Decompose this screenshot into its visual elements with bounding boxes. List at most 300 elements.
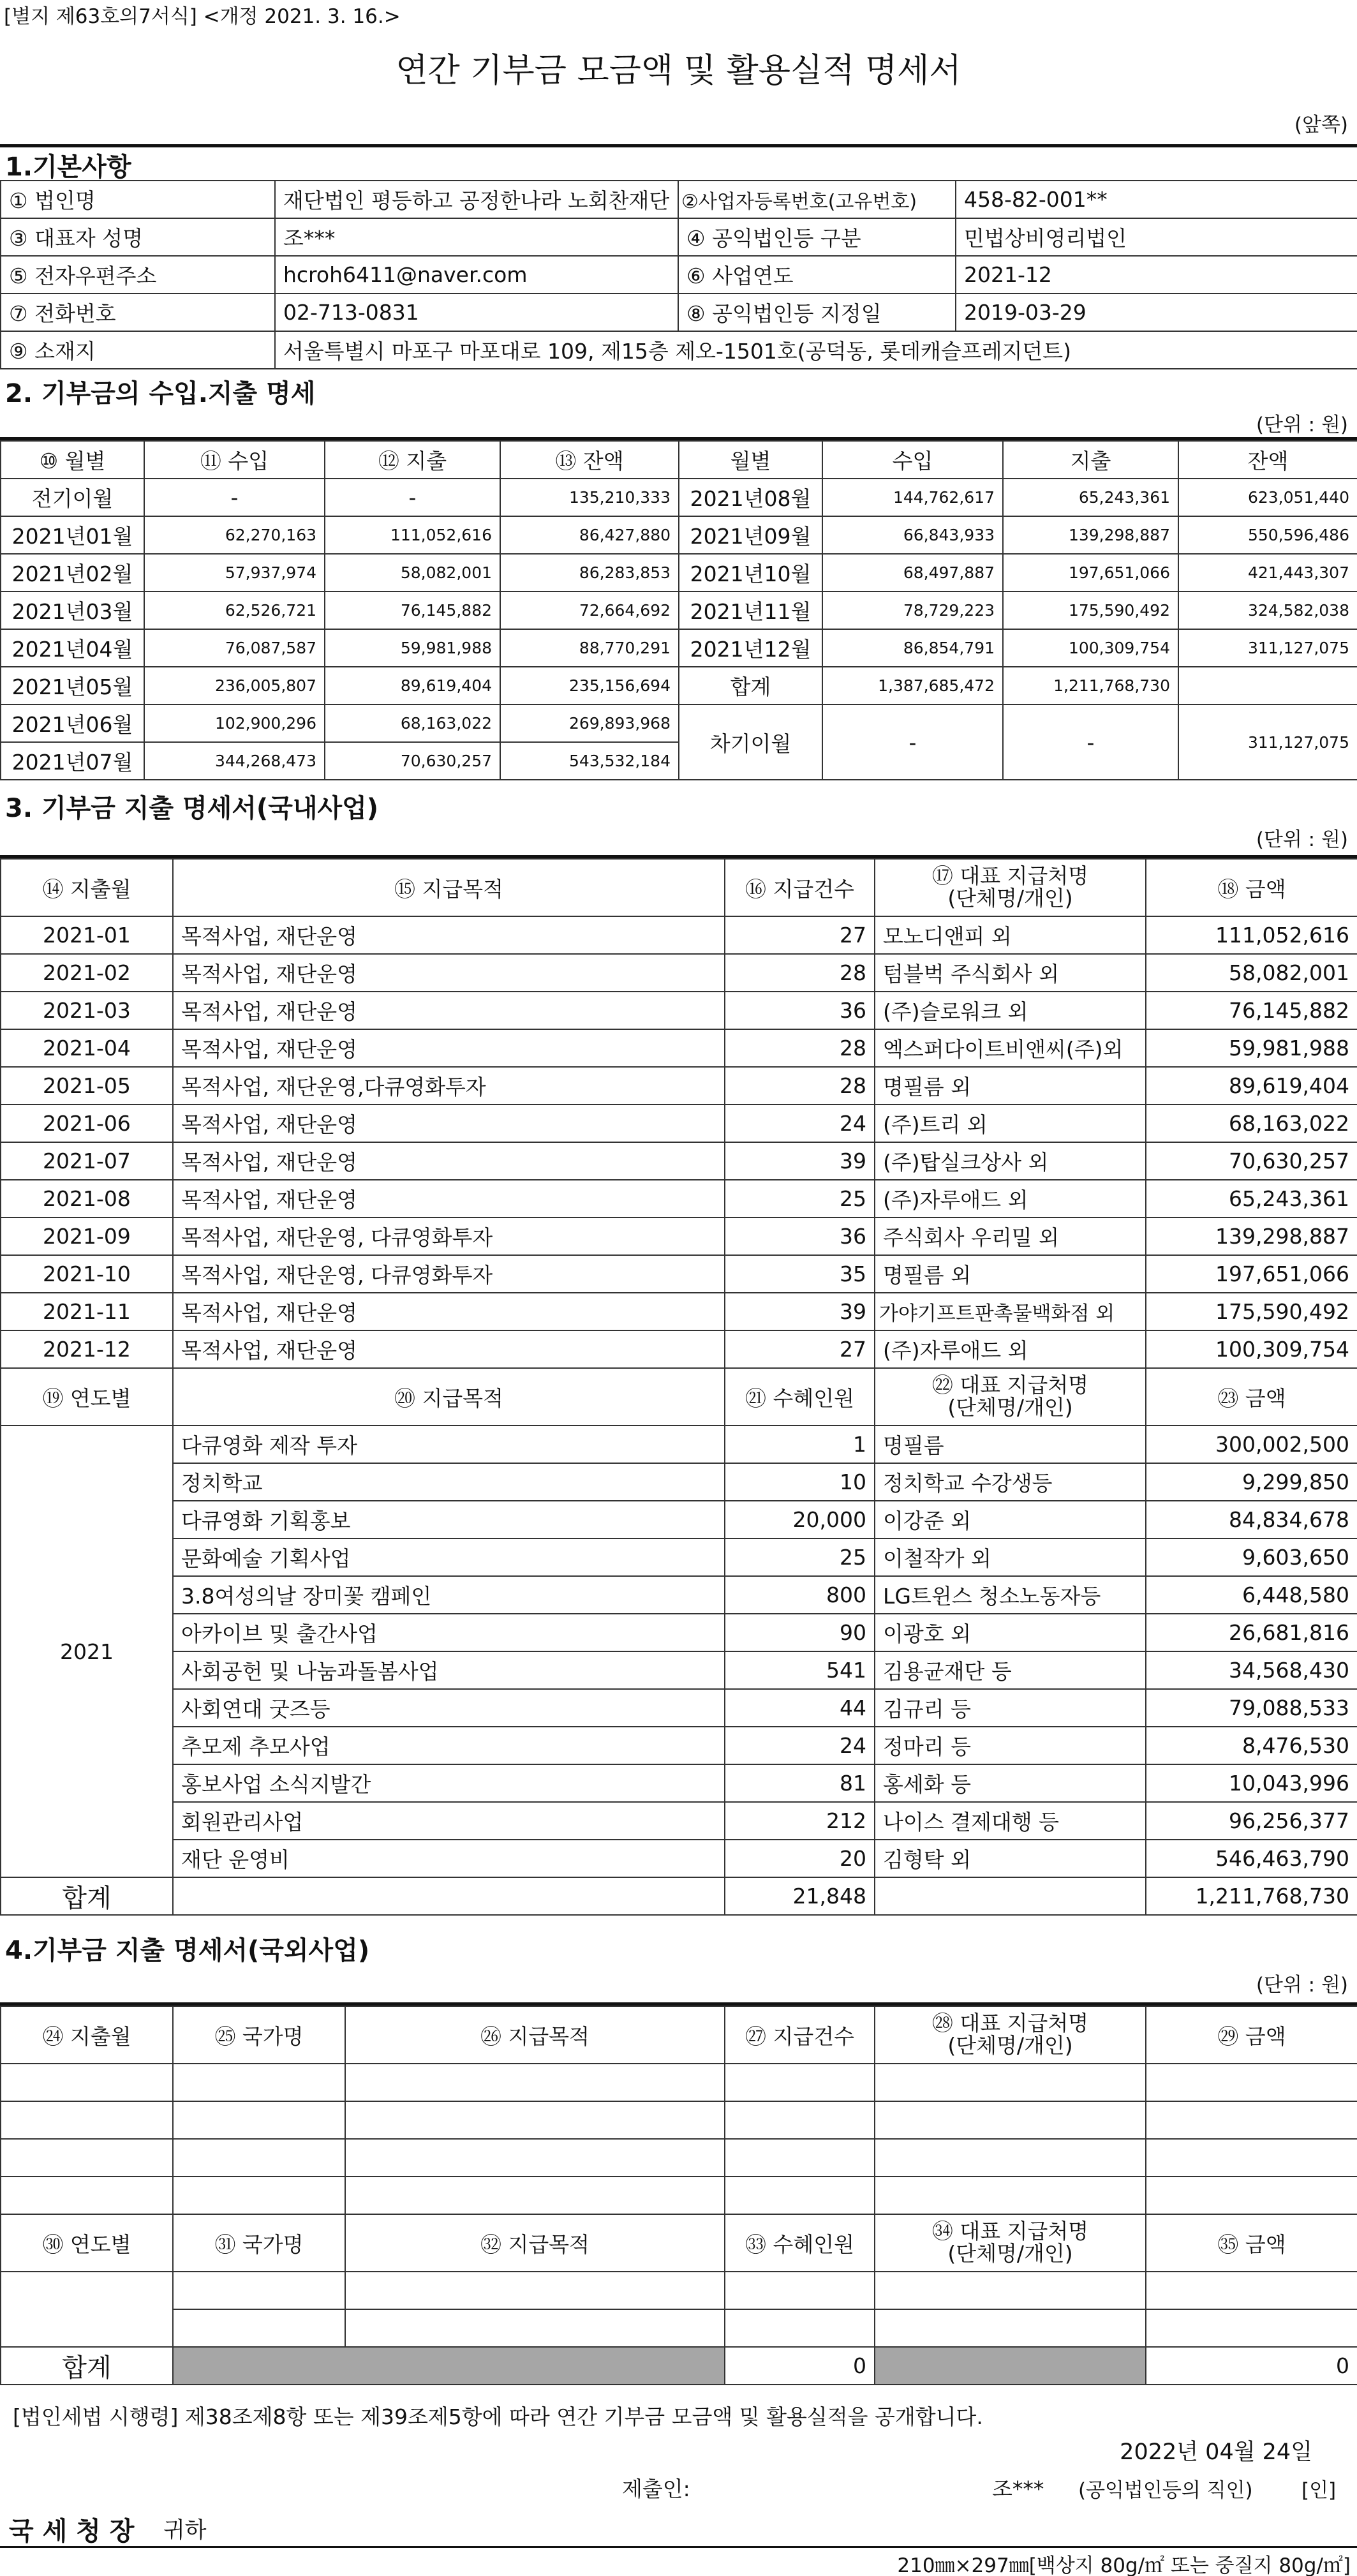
table-row: [1, 256, 1357, 294]
column-header: 수입: [822, 441, 1003, 479]
payee-cell: 주식회사 우리밀 외: [875, 1217, 1146, 1255]
table-row: [1, 331, 1357, 369]
expense-cell: 89,619,404: [325, 667, 500, 704]
payee-cell: 텀블벅 주식회사 외: [875, 954, 1146, 992]
amount-cell: 68,163,022: [1146, 1105, 1357, 1142]
balance-cell: 86,427,880: [500, 516, 679, 554]
expense-cell: 59,981,988: [325, 629, 500, 667]
balance-cell: 550,596,486: [1178, 516, 1357, 554]
submit-date: 2022년 04월 24일: [1120, 2439, 1312, 2465]
empty-cell: [1, 2272, 173, 2347]
table-row: [1, 704, 1357, 742]
payee-cell: 나이스 결제대행 등: [875, 1802, 1146, 1840]
month-cell: 2021-04: [1, 1029, 173, 1067]
column-header: ⑲ 연도별: [1, 1368, 173, 1426]
income-cell: 76,087,587: [144, 629, 325, 667]
count-cell: 39: [725, 1142, 875, 1180]
empty-cell: [1146, 2309, 1357, 2347]
empty-cell: [1146, 2101, 1357, 2139]
empty-cell: [1, 2139, 173, 2177]
amount-cell: 70,630,257: [1146, 1142, 1357, 1180]
purpose-cell: 목적사업, 재단운영: [173, 1180, 725, 1217]
recipient: 국 세 청 장: [9, 2517, 135, 2546]
column-header: ⑫ 지출: [325, 441, 500, 479]
purpose-cell: 목적사업, 재단운영: [173, 992, 725, 1029]
column-header: [875, 859, 1146, 916]
payee-cell: 모노디앤피 외: [875, 916, 1146, 954]
total-count-cell: 21,848: [725, 1877, 875, 1915]
empty-cell: [345, 2101, 725, 2139]
purpose-cell: 목적사업, 재단운영,다큐영화투자: [173, 1067, 725, 1105]
income-cell: 144,762,617: [822, 479, 1003, 516]
total-amount-cell: 1,211,768,730: [1146, 1877, 1357, 1915]
beneficiary-count-cell: 212: [725, 1802, 875, 1840]
empty-cell: [173, 2272, 345, 2309]
table-row: [1, 1067, 1357, 1105]
income-cell: 62,270,163: [144, 516, 325, 554]
header-line: (단체명/개인): [947, 886, 1073, 911]
value-cell: 02-713-0831: [275, 294, 678, 331]
month-cell: 전기이월: [1, 479, 144, 516]
table-row: [1, 294, 1357, 331]
empty-cell: [725, 2177, 875, 2214]
column-header: [875, 2006, 1146, 2064]
column-header: ⑯ 지급건수: [725, 859, 875, 916]
amount-cell: 100,309,754: [1146, 1330, 1357, 1368]
label-cell: ③ 대표자 성명: [1, 218, 275, 256]
beneficiary-count-cell: 81: [725, 1764, 875, 1802]
income-expense-table: [0, 440, 1357, 780]
income-cell: 102,900,296: [144, 704, 325, 742]
empty-cell: [725, 2064, 875, 2101]
empty-cell: [1, 2177, 173, 2214]
table-row: [1, 1426, 1357, 1463]
month-cell: 2021-02: [1, 954, 173, 992]
table-row: [1, 992, 1357, 1029]
balance-cell: 421,443,307: [1178, 554, 1357, 592]
amount-cell: 8,476,530: [1146, 1727, 1357, 1764]
column-header: ㉜ 지급목적: [345, 2214, 725, 2272]
empty-cell: [345, 2177, 725, 2214]
empty-cell: [173, 2139, 345, 2177]
table-row: [1, 1576, 1357, 1614]
table-row: [1, 181, 1357, 218]
month-cell: 2021-06: [1, 1105, 173, 1142]
balance-cell: 311,127,075: [1178, 629, 1357, 667]
column-header: ㉔ 지출월: [1, 2006, 173, 2064]
amount-cell: 34,568,430: [1146, 1651, 1357, 1689]
table-row: [1, 667, 1357, 704]
purpose-cell: 목적사업, 재단운영: [173, 1105, 725, 1142]
month-cell: 2021년01월: [1, 516, 144, 554]
label-cell: ⑥ 사업연도: [678, 256, 956, 294]
value-cell: 458-82-001**: [956, 181, 1357, 218]
table-row: [1, 1538, 1357, 1576]
carry-expense-cell: -: [1003, 704, 1178, 780]
table-row: [1, 1689, 1357, 1727]
payee-cell: 김형탁 외: [875, 1840, 1146, 1877]
column-header: ㉙ 금액: [1146, 2006, 1357, 2064]
section-3-title: 3. 기부금 지출 명세서(국내사업): [5, 794, 379, 823]
month-cell: 2021-08: [1, 1180, 173, 1217]
table-row: [1, 1802, 1357, 1840]
empty-cell: [173, 2177, 345, 2214]
empty-cell: [173, 2309, 345, 2347]
count-cell: 35: [725, 1255, 875, 1293]
amount-cell: 84,834,678: [1146, 1501, 1357, 1538]
balance-cell: 623,051,440: [1178, 479, 1357, 516]
purpose-cell: 홍보사업 소식지발간: [173, 1764, 725, 1802]
purpose-cell: 추모제 추모사업: [173, 1727, 725, 1764]
beneficiary-count-cell: 10: [725, 1463, 875, 1501]
purpose-cell: 회원관리사업: [173, 1802, 725, 1840]
amount-cell: 9,603,650: [1146, 1538, 1357, 1576]
table-header-row: [1, 441, 1357, 479]
empty-cell: [875, 2064, 1146, 2101]
amount-cell: 139,298,887: [1146, 1217, 1357, 1255]
empty-cell: [875, 2177, 1146, 2214]
table-row: [1, 516, 1357, 554]
column-header: ㉛ 국가명: [173, 2214, 345, 2272]
amount-cell: 9,299,850: [1146, 1463, 1357, 1501]
month-cell: 2021년08월: [679, 479, 822, 516]
table-row: [1, 218, 1357, 256]
section-4-title: 4.기부금 지출 명세서(국외사업): [5, 1936, 370, 1965]
count-cell: 25: [725, 1180, 875, 1217]
column-header: ⑩ 월별: [1, 441, 144, 479]
purpose-cell: 목적사업, 재단운영: [173, 1029, 725, 1067]
month-cell: 2021-12: [1, 1330, 173, 1368]
income-cell: 78,729,223: [822, 592, 1003, 629]
payee-cell: 이광호 외: [875, 1614, 1146, 1651]
month-cell: 2021-01: [1, 916, 173, 954]
empty-cell: [345, 2139, 725, 2177]
label-cell: ⑦ 전화번호: [1, 294, 275, 331]
carry-balance-cell: 311,127,075: [1178, 704, 1357, 780]
beneficiary-count-cell: 90: [725, 1614, 875, 1651]
payee-cell: (주)자루애드 외: [875, 1330, 1146, 1368]
purpose-cell: 문화예술 기획사업: [173, 1538, 725, 1576]
table-row: [1, 1840, 1357, 1877]
beneficiary-count-cell: 1: [725, 1426, 875, 1463]
payee-cell: LG트윈스 청소노동자등: [875, 1576, 1146, 1614]
empty-cell: [875, 2139, 1146, 2177]
header-line: (단체명/개인): [947, 2241, 1073, 2266]
foreign-expense-table: [0, 2006, 1357, 2385]
column-header: 잔액: [1178, 441, 1357, 479]
column-header: [875, 2214, 1146, 2272]
empty-cell: [1146, 2139, 1357, 2177]
label-cell: ⑧ 공익법인등 지정일: [678, 294, 956, 331]
balance-cell: 269,893,968: [500, 704, 679, 742]
purpose-cell: 목적사업, 재단운영: [173, 954, 725, 992]
table-row: [1, 1217, 1357, 1255]
value-cell: hcroh6411@naver.com: [275, 256, 678, 294]
expense-cell: 139,298,887: [1003, 516, 1178, 554]
empty-cell: [875, 2309, 1146, 2347]
empty-cell: [173, 2101, 345, 2139]
month-cell: 2021-11: [1, 1293, 173, 1330]
label-cell: ⑨ 소재지: [1, 331, 275, 369]
payee-cell: 명필름 외: [875, 1067, 1146, 1105]
table-header-row: [1, 1368, 1357, 1426]
payee-cell: 명필름: [875, 1426, 1146, 1463]
table-row: [1, 1330, 1357, 1368]
balance-cell: 235,156,694: [500, 667, 679, 704]
form-tag: [별지 제63호의7서식] <개정 2021. 3. 16.>: [4, 5, 401, 28]
section-divider: [0, 144, 1357, 147]
column-header: ⑮ 지급목적: [173, 859, 725, 916]
amount-cell: 58,082,001: [1146, 954, 1357, 992]
month-cell: 2021년04월: [1, 629, 144, 667]
shaded-cell: [875, 2347, 1146, 2385]
expense-cell: 58,082,001: [325, 554, 500, 592]
table-row: [1, 1614, 1357, 1651]
label-cell: ②사업자등록번호(고유번호): [678, 181, 956, 218]
table-header-row: [1, 2006, 1357, 2064]
column-header: ㉟ 금액: [1146, 2214, 1357, 2272]
table-row: [1, 1293, 1357, 1330]
table-row: [1, 1255, 1357, 1293]
page-title: 연간 기부금 모금액 및 활용실적 명세서: [396, 52, 961, 90]
section-2-title: 2. 기부금의 수입.지출 명세: [5, 379, 316, 408]
table-row: [1, 1727, 1357, 1764]
amount-cell: 111,052,616: [1146, 916, 1357, 954]
payee-cell: 김규리 등: [875, 1689, 1146, 1727]
purpose-cell: 다큐영화 기획홍보: [173, 1501, 725, 1538]
empty-cell: [1, 2064, 173, 2101]
column-header: ㉓ 금액: [1146, 1368, 1357, 1426]
amount-cell: 10,043,996: [1146, 1764, 1357, 1802]
income-cell: 236,005,807: [144, 667, 325, 704]
purpose-cell: 목적사업, 재단운영, 다큐영화투자: [173, 1255, 725, 1293]
empty-cell: [173, 1877, 725, 1915]
total-row: [1, 1877, 1357, 1915]
label-cell: ④ 공익법인등 구분: [678, 218, 956, 256]
balance-cell: 135,210,333: [500, 479, 679, 516]
payee-cell: (주)탑실크상사 외: [875, 1142, 1146, 1180]
page-side-label: (앞쪽): [1294, 114, 1348, 137]
purpose-cell: 목적사업, 재단운영: [173, 1142, 725, 1180]
table-row: [1, 1501, 1357, 1538]
income-cell: 86,854,791: [822, 629, 1003, 667]
table-row: [1, 1764, 1357, 1802]
value-cell: 2021-12: [956, 256, 1357, 294]
basic-info-table: [0, 180, 1357, 369]
amount-cell: 96,256,377: [1146, 1802, 1357, 1840]
empty-cell: [725, 2101, 875, 2139]
header-line: ㉒ 대표 지급처명: [931, 1373, 1089, 1398]
table-row: [1, 479, 1357, 516]
month-cell: 2021-03: [1, 992, 173, 1029]
month-cell: 2021-09: [1, 1217, 173, 1255]
column-header: ㉝ 수혜인원: [725, 2214, 875, 2272]
payee-cell: 명필름 외: [875, 1255, 1146, 1293]
payee-cell: 이강준 외: [875, 1501, 1146, 1538]
beneficiary-count-cell: 44: [725, 1689, 875, 1727]
income-cell: 57,937,974: [144, 554, 325, 592]
amount-cell: 175,590,492: [1146, 1293, 1357, 1330]
expense-cell: 76,145,882: [325, 592, 500, 629]
empty-cell: [725, 2139, 875, 2177]
empty-cell: [1, 2101, 173, 2139]
income-cell: -: [144, 479, 325, 516]
count-cell: 36: [725, 1217, 875, 1255]
unit-label: (단위 : 원): [1256, 1974, 1348, 1997]
empty-cell: [875, 2101, 1146, 2139]
column-header: ⑭ 지출월: [1, 859, 173, 916]
column-header: ⑪ 수입: [144, 441, 325, 479]
address-cell: 서울특별시 마포구 마포대로 109, 제15층 제오-1501호(공덕동, 롯데캐슬프레지던트): [275, 331, 1357, 369]
expense-total-cell: 1,211,768,730: [1003, 667, 1178, 704]
empty-cell: [1146, 2064, 1357, 2101]
income-cell: 68,497,887: [822, 554, 1003, 592]
count-cell: 39: [725, 1293, 875, 1330]
amount-cell: 6,448,580: [1146, 1576, 1357, 1614]
label-cell: ⑤ 전자우편주소: [1, 256, 275, 294]
balance-cell: 72,664,692: [500, 592, 679, 629]
total-label: 합계: [1, 2347, 173, 2385]
month-cell: 2021년09월: [679, 516, 822, 554]
header-line: ㉞ 대표 지급처명: [931, 2219, 1089, 2244]
legal-notice: [법인세법 시행령] 제38조제8항 또는 제39조제5항에 따라 연간 기부금 모금액 및 활용실적을 공개합니다.: [13, 2404, 983, 2429]
beneficiary-count-cell: 20: [725, 1840, 875, 1877]
count-cell: 27: [725, 916, 875, 954]
purpose-cell: 목적사업, 재단운영: [173, 916, 725, 954]
purpose-cell: 사회공헌 및 나눔과돌봄사업: [173, 1651, 725, 1689]
expense-cell: -: [325, 479, 500, 516]
paper-spec: 210㎜×297㎜[백상지 80g/㎡ 또는 중질지 80g/㎡]: [897, 2554, 1351, 2576]
table-row: [1, 1180, 1357, 1217]
table-row: [1, 1105, 1357, 1142]
month-cell: 2021-10: [1, 1255, 173, 1293]
empty-cell: [1146, 2177, 1357, 2214]
month-cell: 2021년06월: [1, 704, 144, 742]
table-row: [1, 2064, 1357, 2101]
column-header: 월별: [679, 441, 822, 479]
count-cell: 36: [725, 992, 875, 1029]
purpose-cell: 사회연대 굿즈등: [173, 1689, 725, 1727]
carry-income-cell: -: [822, 704, 1003, 780]
table-row: [1, 954, 1357, 992]
table-row: [1, 1142, 1357, 1180]
month-cell: 2021년11월: [679, 592, 822, 629]
month-cell: 2021년05월: [1, 667, 144, 704]
empty-cell: [345, 2064, 725, 2101]
month-cell: 2021-07: [1, 1142, 173, 1180]
empty-cell: [725, 2309, 875, 2347]
table-row: [1, 554, 1357, 592]
empty-cell: [725, 2272, 875, 2309]
amount-cell: 546,463,790: [1146, 1840, 1357, 1877]
count-cell: 28: [725, 1067, 875, 1105]
count-cell: 24: [725, 1105, 875, 1142]
payee-cell: (주)자루애드 외: [875, 1180, 1146, 1217]
column-header: ㉗ 지급건수: [725, 2006, 875, 2064]
expense-cell: 111,052,616: [325, 516, 500, 554]
total-label-cell: 합계: [679, 667, 822, 704]
table-row: [1, 629, 1357, 667]
amount-cell: 76,145,882: [1146, 992, 1357, 1029]
submitter-role: (공익법인등의 직인): [1078, 2479, 1253, 2502]
balance-cell: 86,283,853: [500, 554, 679, 592]
balance-cell: 543,532,184: [500, 742, 679, 780]
amount-cell: 26,681,816: [1146, 1614, 1357, 1651]
payee-cell: 정마리 등: [875, 1727, 1146, 1764]
purpose-cell: 목적사업, 재단운영: [173, 1330, 725, 1368]
carry-forward-label: 차기이월: [679, 704, 822, 780]
expense-cell: 65,243,361: [1003, 479, 1178, 516]
shaded-cell: [173, 2347, 725, 2385]
month-cell: 2021년03월: [1, 592, 144, 629]
total-label: 합계: [1, 1877, 173, 1915]
column-header: ⑳ 지급목적: [173, 1368, 725, 1426]
domestic-expense-table: [0, 858, 1357, 1916]
column-header: ㉚ 연도별: [1, 2214, 173, 2272]
amount-cell: 300,002,500: [1146, 1426, 1357, 1463]
submitter-label: 제출인:: [622, 2476, 690, 2501]
column-header: 지출: [1003, 441, 1178, 479]
table-row: [1, 1029, 1357, 1067]
month-cell: 2021년02월: [1, 554, 144, 592]
expense-cell: 197,651,066: [1003, 554, 1178, 592]
table-row: [1, 1651, 1357, 1689]
table-row: [1, 2177, 1357, 2214]
count-cell: 27: [725, 1330, 875, 1368]
amount-cell: 197,651,066: [1146, 1255, 1357, 1293]
table-row: [1, 1463, 1357, 1501]
column-header: ㉕ 국가명: [173, 2006, 345, 2064]
label-cell: ① 법인명: [1, 181, 275, 218]
expense-cell: 68,163,022: [325, 704, 500, 742]
table-header-row: [1, 859, 1357, 916]
purpose-cell: 목적사업, 재단운영: [173, 1293, 725, 1330]
purpose-cell: 목적사업, 재단운영, 다큐영화투자: [173, 1217, 725, 1255]
footer-divider: [0, 2546, 1357, 2548]
payee-cell: 홍세화 등: [875, 1764, 1146, 1802]
section-1-title: 1.기본사항: [5, 153, 131, 182]
empty-cell: [345, 2309, 725, 2347]
total-row: [1, 2347, 1357, 2385]
purpose-cell: 3.8여성의날 장미꽃 캠페인: [173, 1576, 725, 1614]
table-row: [1, 916, 1357, 954]
column-header: ㉑ 수혜인원: [725, 1368, 875, 1426]
submitter-name: 조***: [992, 2476, 1044, 2501]
year-cell: 2021: [1, 1426, 173, 1877]
unit-label: (단위 : 원): [1256, 828, 1348, 851]
column-header: ⑱ 금액: [1146, 859, 1357, 916]
amount-cell: 65,243,361: [1146, 1180, 1357, 1217]
beneficiary-count-cell: 24: [725, 1727, 875, 1764]
amount-cell: 89,619,404: [1146, 1067, 1357, 1105]
table-row: [1, 2309, 1357, 2347]
beneficiary-count-cell: 800: [725, 1576, 875, 1614]
empty-cell: [1146, 2272, 1357, 2309]
total-amount-cell: 0: [1146, 2347, 1357, 2385]
expense-cell: 70,630,257: [325, 742, 500, 780]
value-cell: 2019-03-29: [956, 294, 1357, 331]
balance-cell: 324,582,038: [1178, 592, 1357, 629]
income-total-cell: 1,387,685,472: [822, 667, 1003, 704]
payee-cell: 이철작가 외: [875, 1538, 1146, 1576]
month-cell: 2021년12월: [679, 629, 822, 667]
income-cell: 62,526,721: [144, 592, 325, 629]
purpose-cell: 다큐영화 제작 투자: [173, 1426, 725, 1463]
table-row: [1, 2139, 1357, 2177]
column-header: [875, 1368, 1146, 1426]
purpose-cell: 정치학교: [173, 1463, 725, 1501]
payee-cell: (주)트리 외: [875, 1105, 1146, 1142]
